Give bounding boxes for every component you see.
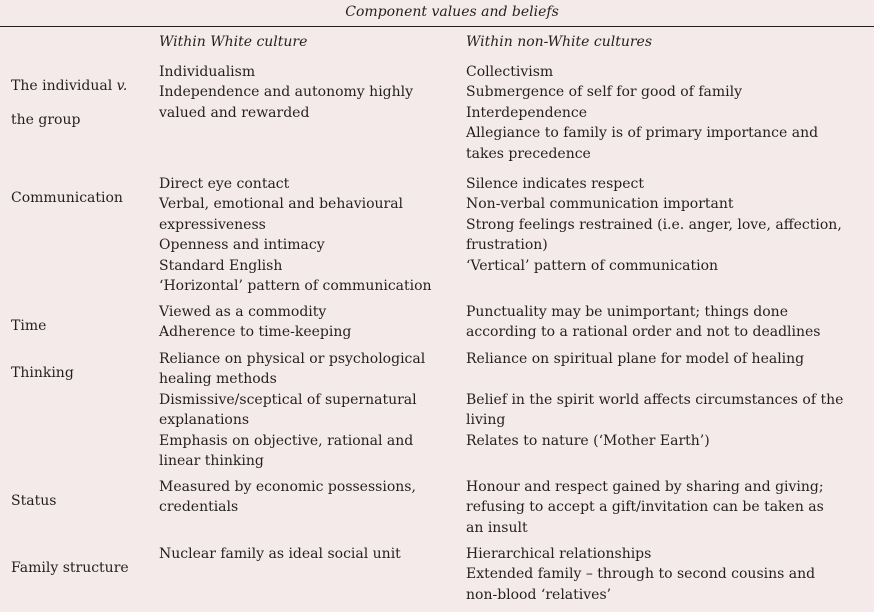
cell-line: takes precedence [466,145,591,162]
cell-line: Nuclear family as ideal social unit [159,546,401,562]
cell-line: Interdependence [466,104,588,121]
cell-line: Silence indicates respect [466,176,644,192]
cell-white [159,544,459,564]
cell-white [159,477,459,518]
cell-line: credentials [159,499,239,516]
cell-white [159,174,459,296]
cell-line: Openness and intimacy [159,237,325,254]
cell-line: Extended family – through to second cousins and [466,566,816,583]
col-header-white: Within White culture [159,34,308,50]
category-line: Communication [11,190,123,206]
cell-line: linear thinking [159,453,264,470]
cell-line: Non-verbal communication important [466,196,734,213]
cell-nonwhite [466,302,866,343]
cell-line: Emphasis on objective, rational and [159,432,414,449]
col-header-nonwhite: Within non-White cultures [466,34,653,50]
cell-line: Individualism [159,64,256,80]
cell-line: Reliance on physical or psychological [159,351,426,367]
cell-line: Belief in the spirit world affects circumstances of the [466,391,844,408]
cell-line: Submergence of self for good of family [466,84,743,101]
cell-line: according to a rational order and not to deadlines [466,324,821,341]
cell-line: refusing to accept a gift/invitation can be taken as [466,499,824,516]
row-category [11,349,151,397]
cell-line: Collectivism [466,64,554,80]
cell-line: Relates to nature (‘Mother Earth’) [466,432,710,449]
category-line: the group [11,112,81,129]
row-category [11,302,151,350]
category-italic-v: v. [116,78,128,94]
cell-line: Honour and respect gained by sharing and giving; [466,479,824,495]
cell-line: Strong feelings restrained (i.e. anger, love, affection, [466,216,842,233]
cell-line: Punctuality may be unimportant; things done [466,304,788,320]
cell-line: living [466,412,506,429]
category-line: Status [11,493,57,509]
header-rule [0,26,874,27]
cell-line: non-blood ‘relatives’ [466,586,612,603]
cell-nonwhite [466,544,866,605]
category-line: Time [11,318,47,334]
cell-line: ‘Horizontal’ pattern of communication [159,278,432,295]
cell-nonwhite [466,349,866,451]
cell-line [466,369,866,389]
category-line: The individual v. [11,78,128,94]
row-category [11,544,151,592]
cell-line: Independence and autonomy highly [159,84,414,101]
cell-line: Hierarchical relationships [466,546,652,562]
cell-line: Standard English [159,257,283,274]
row-category [11,62,151,145]
category-line: Thinking [11,365,74,381]
cell-line: Direct eye contact [159,176,290,192]
cell-line: Measured by economic possessions, [159,479,416,495]
cell-white [159,349,459,471]
cell-line: Viewed as a commodity [159,304,327,320]
spanning-header: Component values and beliefs [345,4,559,20]
cell-line: Reliance on spiritual plane for model of healing [466,351,805,367]
cell-line: an insult [466,519,528,536]
row-category [11,477,151,525]
cell-line: healing methods [159,371,277,388]
cell-line: frustration) [466,237,548,254]
cell-nonwhite [466,477,866,538]
cell-line: ‘Vertical’ pattern of communication [466,257,719,274]
cell-line: Dismissive/sceptical of supernatural [159,391,417,408]
row-category [11,174,151,222]
cell-line: valued and rewarded [159,104,310,121]
cell-line: explanations [159,412,250,429]
cell-nonwhite [466,62,866,164]
cell-white [159,302,459,343]
cell-white [159,62,459,123]
cell-line: Verbal, emotional and behavioural [159,196,404,213]
cell-line: Allegiance to family is of primary importance and [466,125,819,142]
cell-nonwhite [466,174,866,276]
cell-line: Adherence to time-keeping [159,324,352,341]
cell-line: expressiveness [159,216,266,233]
category-line: Family structure [11,560,129,576]
